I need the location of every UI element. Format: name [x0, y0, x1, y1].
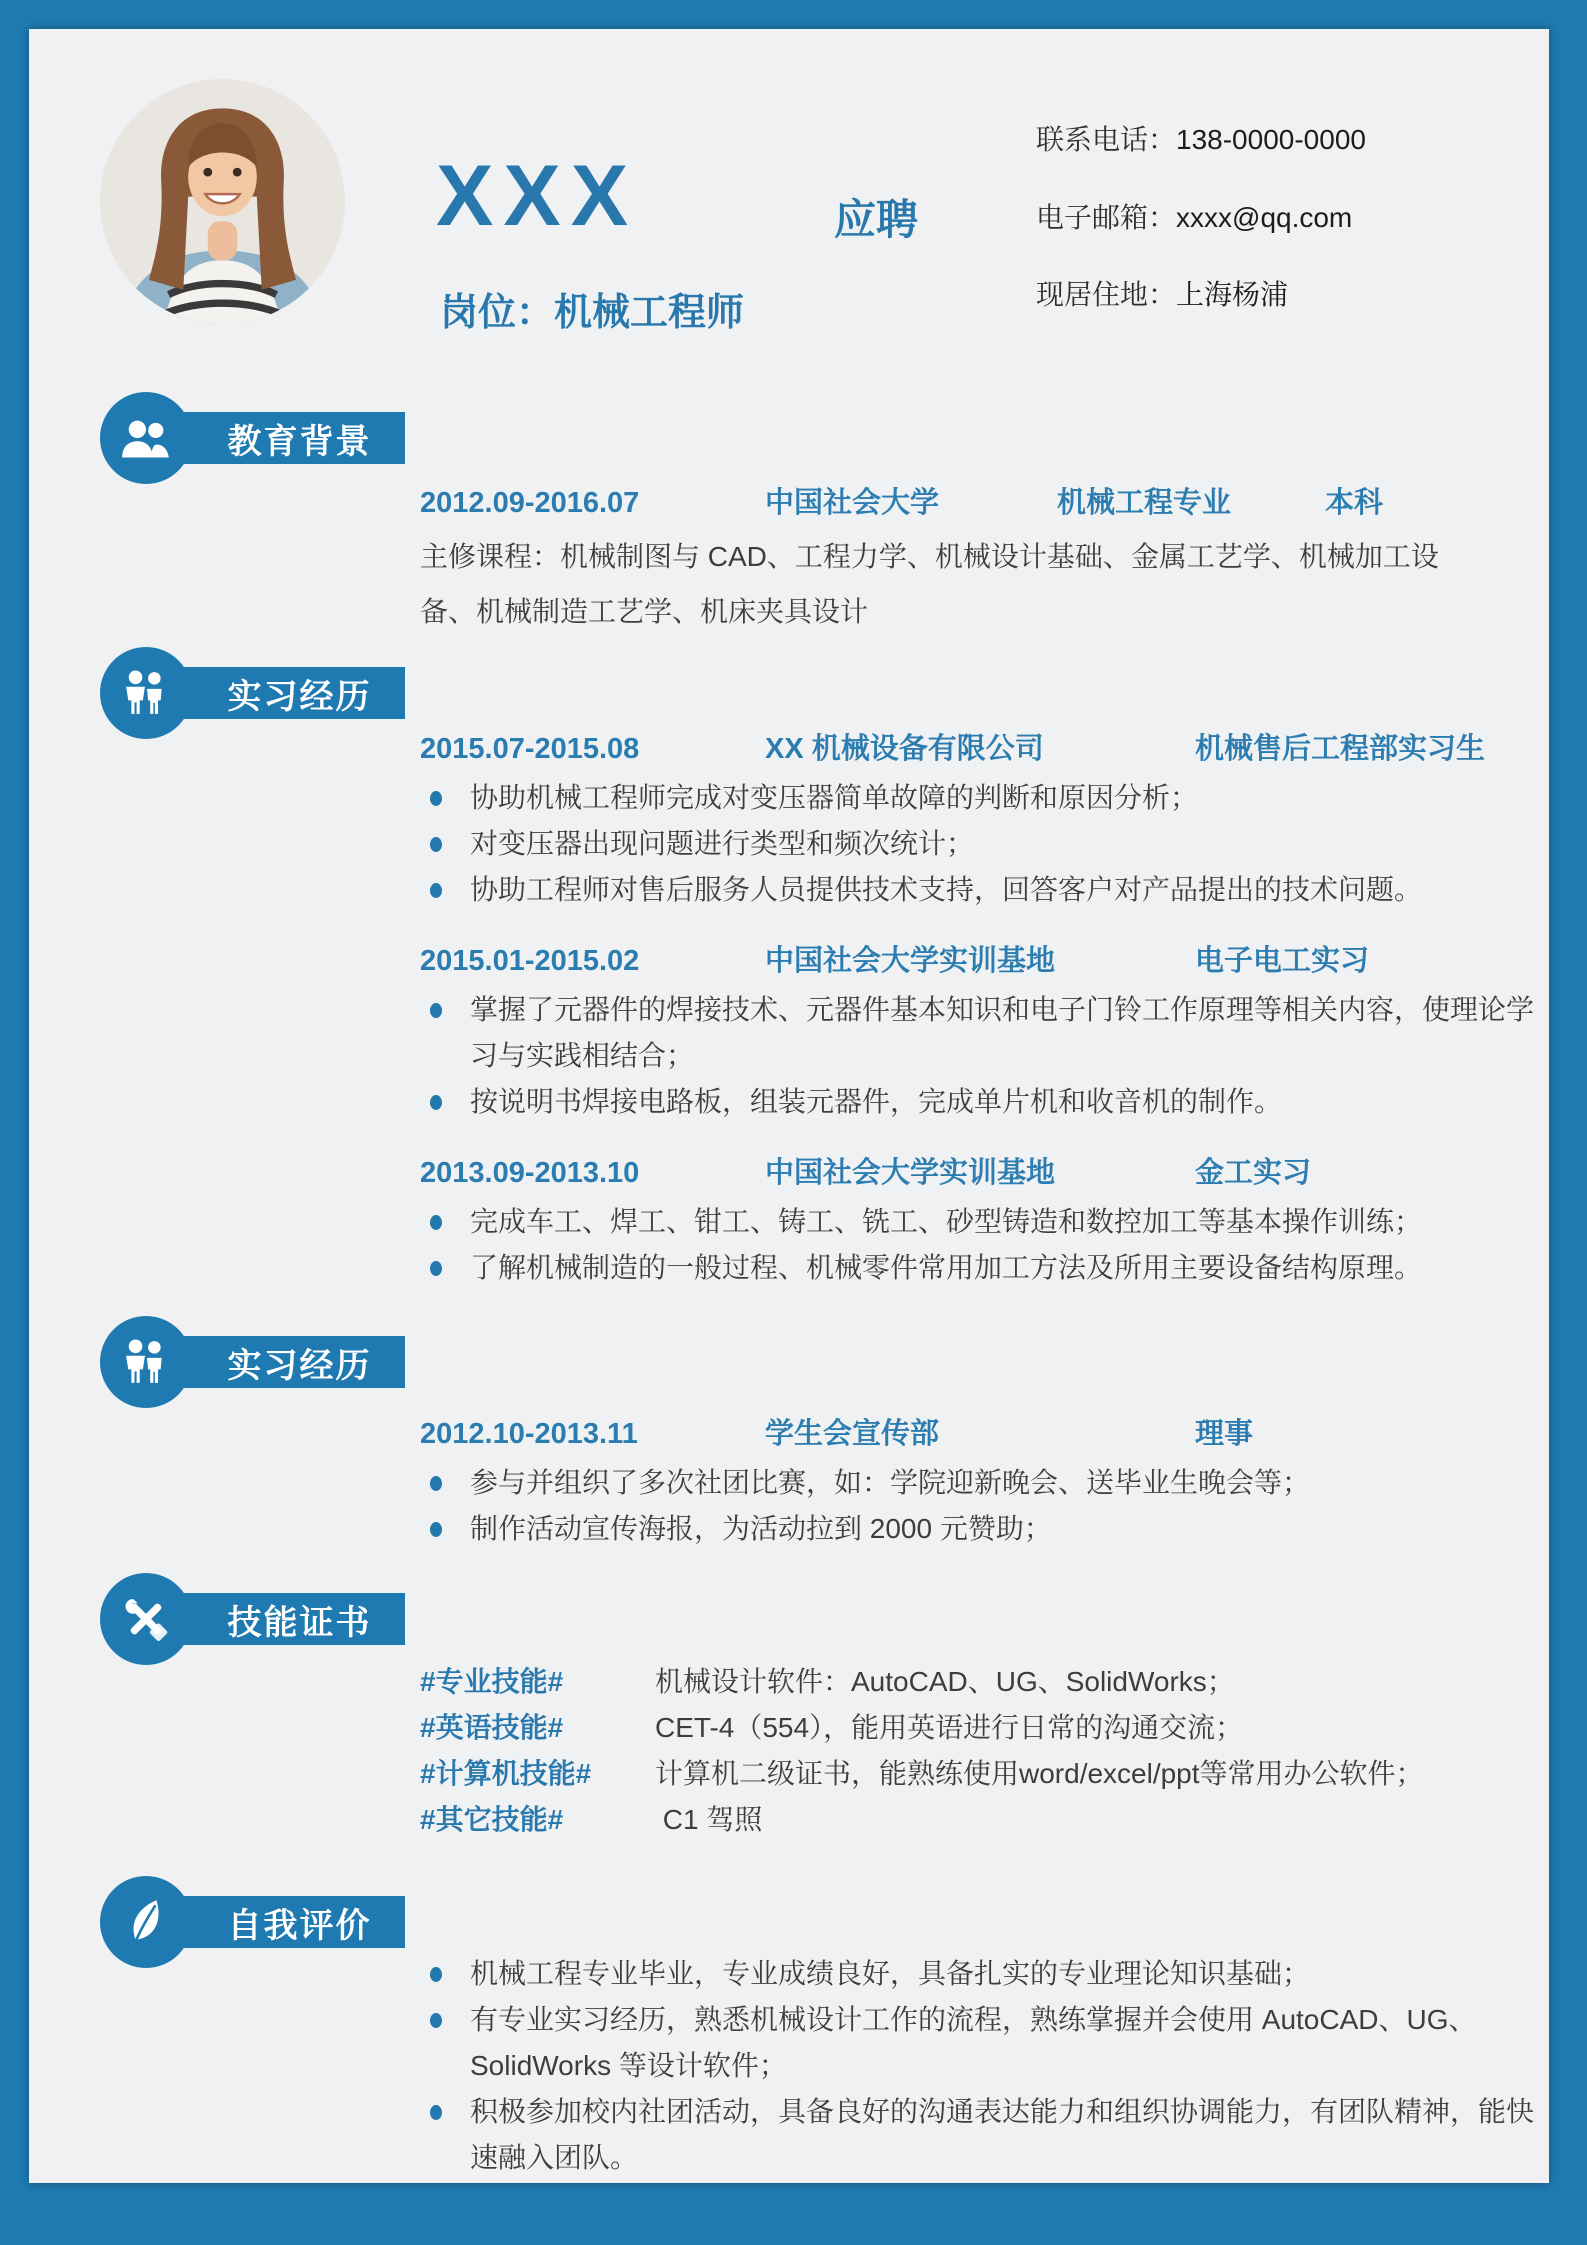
section-badge-circle [100, 1876, 192, 1968]
section-content-internship-2 [420, 1414, 1550, 1580]
entry-org: XX 机械设备有限公司 [765, 733, 1044, 765]
entry-role: 机械售后工程部实习生 [1195, 733, 1486, 765]
entry-date: 2013.09-2013.10 [420, 1157, 640, 1189]
section-content-education [420, 483, 1550, 639]
leaf-icon [125, 1898, 167, 1946]
people-icon [121, 1339, 171, 1385]
entry-bullets [420, 987, 1550, 1125]
internship-entry [420, 1153, 1550, 1291]
skill-row [420, 1797, 1550, 1843]
contact-address-value: 上海杨浦 [1176, 279, 1289, 310]
profile-photo [100, 79, 345, 324]
bullet-item: 完成车工、焊工、钳工、铸工、铣工、砂型铸造和数控加工等基本操作训练； [420, 1199, 1550, 1245]
skill-value: 计算机二级证书，能熟练使用word/excel/ppt等常用办公软件； [655, 1758, 1424, 1789]
entry-org: 中国社会大学实训基地 [765, 1157, 1056, 1189]
entry-role: 理事 [1195, 1418, 1254, 1450]
section-badge-circle [100, 1573, 192, 1665]
internship-entry-header [420, 729, 1550, 769]
section-content-evaluation [420, 1951, 1550, 2181]
bullet-item: 按说明书焊接电路板，组装元器件，完成单片机和收音机的制作。 [420, 1079, 1550, 1125]
education-major: 机械工程专业 [1057, 487, 1232, 519]
entry-bullets [420, 1460, 1550, 1552]
contact-phone-value: 138-0000-0000 [1176, 124, 1366, 155]
skill-label: #计算机技能# [420, 1758, 592, 1789]
section-badge-skills [100, 1573, 410, 1665]
entry-org: 学生会宣传部 [765, 1418, 940, 1450]
section-badge-circle [100, 1316, 192, 1408]
target-position: 岗位：机械工程师 [440, 292, 745, 334]
internship-entry [420, 729, 1550, 913]
contact-email-label: 电子邮箱： [1036, 202, 1177, 233]
bullet-item: 积极参加校内社团活动，具备良好的沟通表达能力和组织协调能力，有团队精神，能快速融入团队。 [420, 2089, 1550, 2181]
bullet-item: 了解机械制造的一般过程、机械零件常用加工方法及所用主要设备结构原理。 [420, 1245, 1550, 1291]
candidate-name: XXX [436, 148, 639, 244]
section-title-education: 教育背景 [227, 422, 372, 461]
section-title-internship-2: 实习经历 [227, 1346, 372, 1385]
contact-address [1036, 273, 1288, 313]
entry-date: 2012.10-2013.11 [420, 1418, 638, 1450]
profile-photo-illustration [100, 79, 345, 324]
skill-value: 机械设计软件：AutoCAD、UG、SolidWorks； [655, 1666, 1235, 1697]
internship-entry-header [420, 941, 1550, 981]
resume-sheet [29, 29, 1549, 2183]
skill-value: C1 驾照 [655, 1804, 763, 1835]
section-badge-internship-1 [100, 647, 410, 739]
contact-email-value: xxxx@qq.com [1176, 202, 1353, 233]
people-icon [121, 670, 171, 716]
bullet-item: 对变压器出现问题进行类型和频次统计； [420, 821, 1550, 867]
bullet-item: 协助机械工程师完成对变压器简单故障的判断和原因分析； [420, 775, 1550, 821]
skill-row [420, 1705, 1550, 1751]
internship-entry-header [420, 1414, 1550, 1454]
skill-row [420, 1751, 1550, 1797]
skill-value: CET-4（554），能用英语进行日常的沟通交流； [655, 1712, 1244, 1743]
section-content-internship-1 [420, 729, 1550, 1319]
students-icon [120, 418, 172, 458]
skill-label: #专业技能# [420, 1666, 564, 1697]
education-school: 中国社会大学 [765, 487, 940, 519]
contact-address-label: 现居住地： [1036, 279, 1177, 310]
section-badge-education [100, 392, 410, 484]
entry-bullets [420, 1199, 1550, 1291]
skill-row [420, 1659, 1550, 1705]
education-entry-header [420, 483, 1550, 523]
internship-entry [420, 1414, 1550, 1552]
contact-phone-label: 联系电话： [1036, 124, 1177, 155]
bullet-item: 有专业实习经历，熟悉机械设计工作的流程，熟练掌握并会使用 AutoCAD、UG、SolidWorks 等设计软件； [420, 1997, 1550, 2089]
evaluation-bullets [420, 1951, 1550, 2181]
education-degree: 本科 [1325, 487, 1384, 519]
bullet-item: 参与并组织了多次社团比赛，如：学院迎新晚会、送毕业生晚会等； [420, 1460, 1550, 1506]
bullet-item: 协助工程师对售后服务人员提供技术支持，回答客户对产品提出的技术问题。 [420, 867, 1550, 913]
section-content-skills [420, 1659, 1550, 1843]
section-title-internship-1: 实习经历 [227, 677, 372, 716]
entry-date: 2015.07-2015.08 [420, 733, 640, 765]
bullet-item: 制作活动宣传海报，为活动拉到 2000 元赞助； [420, 1506, 1550, 1552]
tools-icon [123, 1596, 169, 1642]
internship-entry [420, 941, 1550, 1125]
section-badge-internship-2 [100, 1316, 410, 1408]
section-title-evaluation: 自我评价 [227, 1906, 372, 1945]
bullet-item: 掌握了元器件的焊接技术、元器件基本知识和电子门铃工作原理等相关内容，使理论学习与实践相结合； [420, 987, 1550, 1079]
skill-label: #英语技能# [420, 1712, 564, 1743]
education-courses: 主修课程：机械制图与 CAD、工程力学、机械设计基础、金属工艺学、机械加工设备、机械制造工艺学、机床夹具设计 [420, 541, 1439, 627]
contact-email [1036, 196, 1352, 236]
bullet-item: 机械工程专业毕业，专业成绩良好，具备扎实的专业理论知识基础； [420, 1951, 1550, 1997]
section-title-skills: 技能证书 [227, 1603, 372, 1642]
section-badge-evaluation [100, 1876, 410, 1968]
section-badge-circle [100, 647, 192, 739]
contact-phone [1036, 118, 1366, 158]
entry-date: 2015.01-2015.02 [420, 945, 640, 977]
entry-bullets [420, 775, 1550, 913]
internship-entry-header [420, 1153, 1550, 1193]
entry-role: 电子电工实习 [1195, 945, 1370, 977]
entry-org: 中国社会大学实训基地 [765, 945, 1056, 977]
section-badge-circle [100, 392, 192, 484]
skill-label: #其它技能# [420, 1804, 564, 1835]
education-date: 2012.09-2016.07 [420, 487, 640, 519]
apply-label: 应聘 [834, 196, 919, 243]
entry-role: 金工实习 [1195, 1157, 1312, 1189]
